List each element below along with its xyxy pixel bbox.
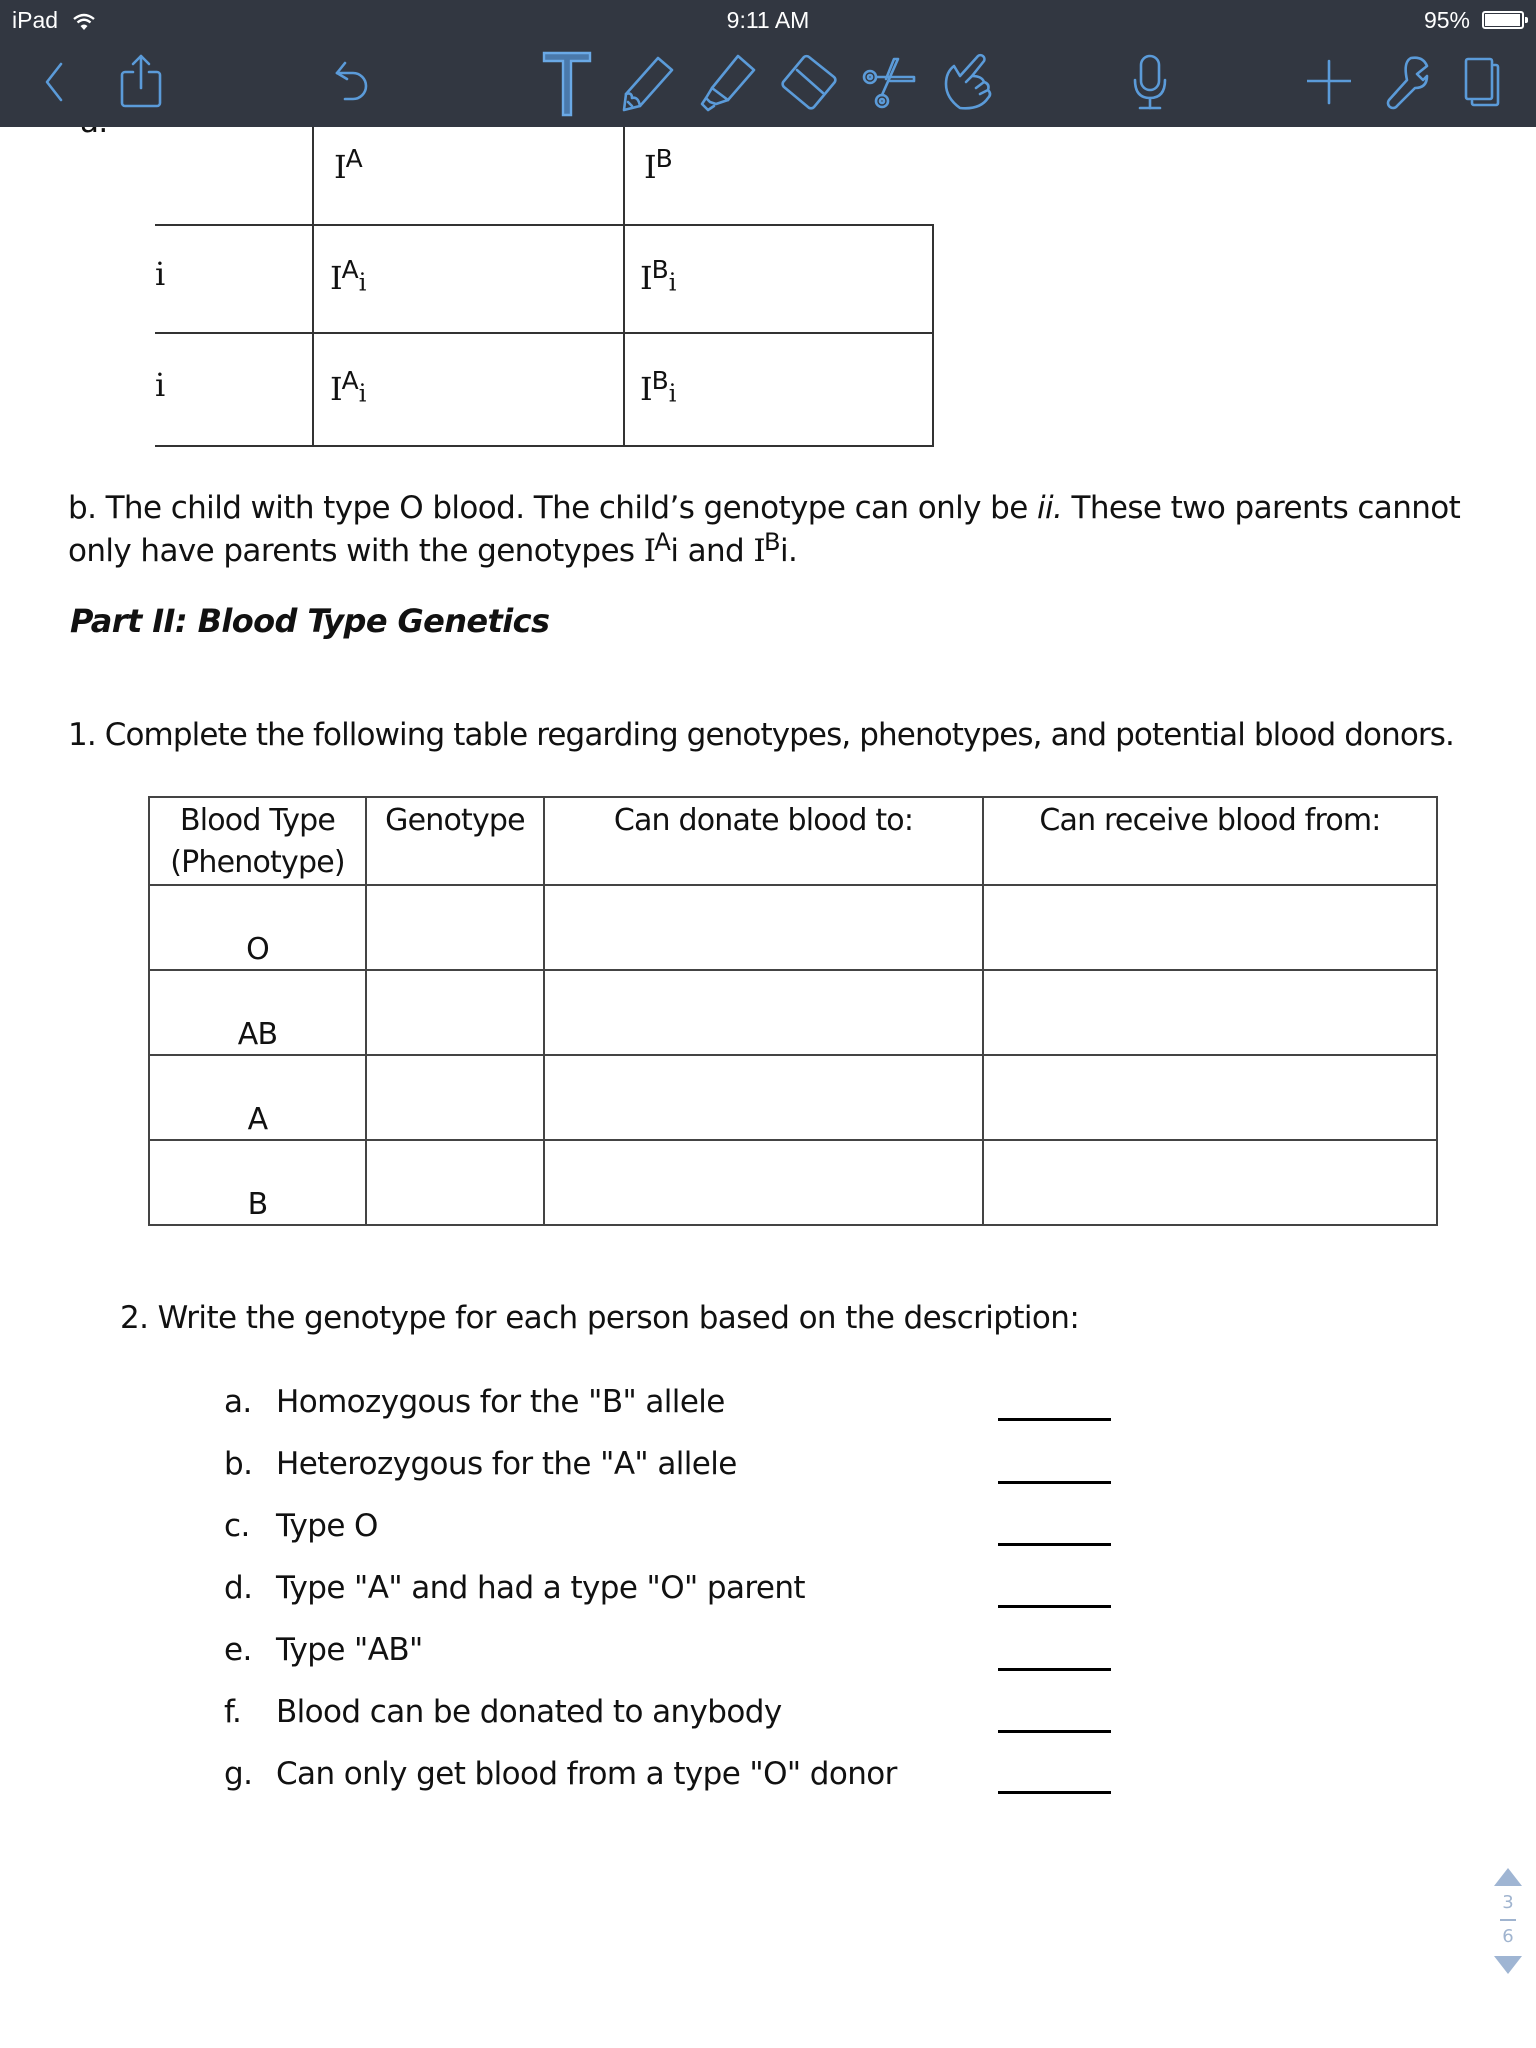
punnett-cell: $I^A_i$ bbox=[330, 366, 367, 409]
punnett-divider bbox=[312, 127, 314, 447]
donate-to-cell[interactable] bbox=[544, 885, 983, 970]
current-page: 3 bbox=[1502, 1892, 1514, 1913]
highlighter-button[interactable] bbox=[696, 50, 760, 114]
eraser-button[interactable] bbox=[776, 50, 842, 114]
q1-prompt: 1. Complete the following table regarding genotypes, phenotypes, and potential blood donors. bbox=[68, 717, 1454, 753]
carrier-label: iPad bbox=[12, 7, 59, 33]
punnett-cell: $I^B_i$ bbox=[640, 255, 677, 298]
punnett-divider bbox=[623, 127, 625, 447]
battery-percent: 95% bbox=[1423, 7, 1470, 33]
item-text: Heterozygous for the "A" allele bbox=[276, 1446, 737, 1482]
settings-button[interactable] bbox=[1380, 50, 1430, 114]
genotype-cell[interactable] bbox=[366, 1140, 544, 1225]
text-tool-button[interactable] bbox=[540, 48, 594, 120]
undo-button[interactable] bbox=[330, 50, 376, 114]
table-row bbox=[149, 1140, 1437, 1225]
genotype-cell[interactable] bbox=[366, 970, 544, 1055]
page-up-icon[interactable] bbox=[1494, 1868, 1522, 1886]
header-receive-from: Can receive blood from: bbox=[983, 797, 1437, 885]
eraser-icon bbox=[778, 53, 840, 111]
pointer-hand-icon bbox=[940, 52, 998, 112]
add-button[interactable] bbox=[1306, 50, 1352, 114]
receive-from-cell[interactable] bbox=[983, 1055, 1437, 1140]
pages-icon bbox=[1464, 57, 1500, 107]
item-letter: c. bbox=[224, 1508, 250, 1544]
pages-button[interactable] bbox=[1462, 50, 1502, 114]
plus-icon bbox=[1307, 59, 1351, 105]
table-header-row bbox=[149, 797, 1437, 885]
undo-icon bbox=[333, 59, 373, 105]
receive-from-cell[interactable] bbox=[983, 1140, 1437, 1225]
blood-type-cell: AB bbox=[149, 970, 366, 1055]
microphone-icon bbox=[1132, 52, 1168, 112]
punnett-divider bbox=[155, 332, 934, 334]
status-bar bbox=[0, 0, 1536, 42]
answer-blank[interactable] bbox=[998, 1730, 1111, 1733]
genotype-cell[interactable] bbox=[366, 1055, 544, 1140]
pencil-icon bbox=[618, 52, 678, 112]
genotype-cell[interactable] bbox=[366, 885, 544, 970]
item-letter: f. bbox=[224, 1694, 242, 1730]
text-tool-icon bbox=[542, 51, 592, 117]
part-b-line-1: b. The child with type O blood. The child’s genotype can only be ii. These two parents cannot bbox=[68, 490, 1461, 526]
clock: 9:11 AM bbox=[726, 7, 810, 33]
item-letter: b. bbox=[224, 1446, 253, 1482]
part-2-heading: Part II: Blood Type Genetics bbox=[70, 602, 550, 640]
total-pages: 6 bbox=[1502, 1926, 1514, 1947]
punnett-divider bbox=[155, 445, 934, 447]
item-letter: d. bbox=[224, 1570, 253, 1606]
item-text: Homozygous for the "B" allele bbox=[276, 1384, 725, 1420]
battery-icon bbox=[1482, 11, 1524, 29]
answer-blank[interactable] bbox=[998, 1668, 1111, 1671]
top-bar bbox=[0, 0, 1536, 127]
part-b-line-2: only have parents with the genotypes $I^Ai$ and $I^Bi$. bbox=[68, 528, 798, 569]
scissors-icon bbox=[860, 53, 918, 111]
blood-type-cell: O bbox=[149, 885, 366, 970]
donate-to-cell[interactable] bbox=[544, 1140, 983, 1225]
donate-to-cell[interactable] bbox=[544, 970, 983, 1055]
punnett-cell: $I^B_i$ bbox=[640, 366, 677, 409]
punnett-col-header: $I^A$ bbox=[334, 144, 363, 187]
blood-type-cell: B bbox=[149, 1140, 366, 1225]
punnett-divider bbox=[932, 225, 934, 447]
table-row bbox=[149, 1055, 1437, 1140]
share-button[interactable] bbox=[116, 50, 166, 114]
chevron-left-icon bbox=[43, 60, 65, 104]
item-text: Type O bbox=[276, 1508, 378, 1544]
answer-blank[interactable] bbox=[998, 1605, 1111, 1608]
blood-type-cell: A bbox=[149, 1055, 366, 1140]
back-button[interactable] bbox=[36, 50, 72, 114]
pen-button[interactable] bbox=[616, 50, 680, 114]
donate-to-cell[interactable] bbox=[544, 1055, 983, 1140]
punnett-cell: $I^A_i$ bbox=[330, 255, 367, 298]
page-down-icon[interactable] bbox=[1494, 1956, 1522, 1974]
receive-from-cell[interactable] bbox=[983, 885, 1437, 970]
table-row bbox=[149, 970, 1437, 1055]
blood-type-table bbox=[148, 796, 1438, 1226]
punnett-col-header: $I^B$ bbox=[644, 144, 673, 187]
highlighter-icon bbox=[698, 52, 758, 112]
page-navigator bbox=[1490, 1868, 1526, 1974]
wrench-icon bbox=[1381, 54, 1429, 110]
q2-prompt: 2. Write the genotype for each person based on the description: bbox=[120, 1300, 1080, 1336]
record-audio-button[interactable] bbox=[1130, 50, 1170, 114]
page-divider bbox=[1500, 1919, 1516, 1921]
item-letter: g. bbox=[224, 1756, 253, 1792]
punnett-row-header: i bbox=[155, 255, 166, 293]
table-row bbox=[149, 885, 1437, 970]
share-icon bbox=[119, 54, 163, 110]
answer-blank[interactable] bbox=[998, 1543, 1111, 1546]
lasso-button[interactable] bbox=[858, 50, 920, 114]
answer-blank[interactable] bbox=[998, 1481, 1111, 1484]
punnett-divider bbox=[155, 224, 934, 226]
punnett-row-header: i bbox=[155, 366, 166, 404]
item-text: Blood can be donated to anybody bbox=[276, 1694, 782, 1730]
header-genotype: Genotype bbox=[366, 797, 544, 885]
item-text: Can only get blood from a type "O" donor bbox=[276, 1756, 897, 1792]
answer-blank[interactable] bbox=[998, 1418, 1111, 1421]
hand-tool-button[interactable] bbox=[938, 50, 1000, 114]
item-letter: a. bbox=[224, 1384, 252, 1420]
answer-blank[interactable] bbox=[998, 1791, 1111, 1794]
receive-from-cell[interactable] bbox=[983, 970, 1437, 1055]
item-letter: e. bbox=[224, 1632, 252, 1668]
header-blood-type: Blood Type (Phenotype) bbox=[149, 797, 366, 885]
header-donate-to: Can donate blood to: bbox=[544, 797, 983, 885]
item-text: Type "AB" bbox=[276, 1632, 423, 1668]
item-text: Type "A" and had a type "O" parent bbox=[276, 1570, 805, 1606]
